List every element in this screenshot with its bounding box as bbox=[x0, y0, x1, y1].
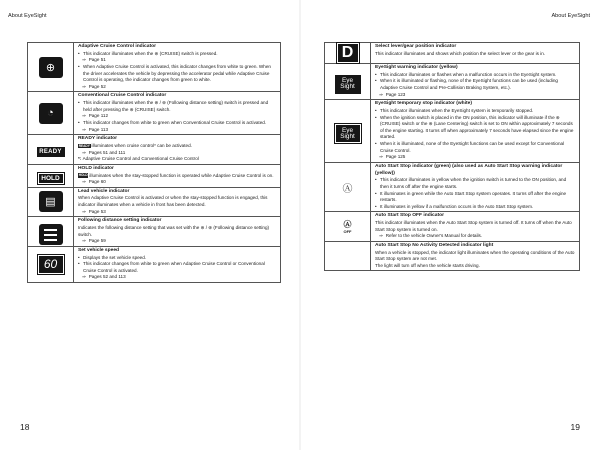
hold-icon bbox=[28, 167, 73, 185]
indicator-title: Following distance setting indicator bbox=[78, 218, 162, 224]
line-text: Page 52 bbox=[88, 83, 106, 89]
description-cell bbox=[74, 164, 281, 187]
select-lever-icon bbox=[325, 43, 370, 63]
description-line bbox=[78, 64, 277, 84]
line-text: When it is illuminated, none of the EyeSight functions can be used except for Conventional Cruise Control. bbox=[380, 140, 565, 153]
line-text: Pages 52 and 113 bbox=[88, 274, 126, 280]
line-text: This indicator illuminates when the ⊛ (CRUISE) switch is pressed. bbox=[83, 50, 218, 56]
line-text: This indicator illuminates when the EyeSight system is temporarily stopped. bbox=[380, 107, 534, 113]
icon-cell bbox=[28, 217, 74, 247]
line-text: Refer to the vehicle Owner's Manual for details. bbox=[385, 233, 483, 239]
description-line bbox=[375, 220, 576, 233]
icon-cell bbox=[325, 241, 371, 271]
page-reference bbox=[78, 113, 277, 120]
ready-badge: READY bbox=[37, 147, 65, 157]
description-line bbox=[78, 255, 277, 262]
indicator-title: HOLD indicator bbox=[78, 165, 114, 171]
indicator-table bbox=[324, 42, 580, 271]
gear-letter: D bbox=[337, 43, 359, 63]
description-line bbox=[375, 78, 576, 91]
icon-cell bbox=[325, 100, 371, 163]
indicator-row bbox=[28, 217, 281, 247]
indicator-title: Auto Start Stop indicator (green) (also used as Auto Start Stop warning indicator (yellow)) bbox=[375, 163, 563, 176]
distance-bar bbox=[44, 234, 57, 236]
page-reference bbox=[78, 179, 277, 186]
line-text: This indicator illuminates when the ⊛ / ⊛ (Following distance setting) switch is pressed and held after pressing the ⊛ (CRUISE) switch. bbox=[83, 100, 269, 112]
off-label: OFF bbox=[343, 228, 352, 234]
eyesight-word-2: Sight bbox=[340, 83, 355, 91]
distance-bar bbox=[44, 239, 57, 241]
page-number: 18 bbox=[20, 422, 30, 432]
line-text: It illuminates in green while the Auto Start Stop system operates. It turns off after the engine restarts. bbox=[380, 190, 567, 203]
eyesight-word-1: Eye bbox=[341, 126, 353, 134]
line-text: When the ignition switch is placed in the ON position, this indicator will illuminate if the ⊛ (CRUISE) switch or the ⊛ (Lane Centering) switch is set to ON within approximately 7 seconds of the engine starting. It turns off when approximately 7 seconds have elapsed since the engine started. bbox=[380, 114, 574, 140]
icon-cell bbox=[28, 43, 74, 92]
inline-badge: HOLD bbox=[78, 173, 88, 178]
description-line bbox=[78, 225, 277, 238]
page-reference bbox=[78, 150, 277, 157]
car-gauge-icon bbox=[28, 57, 73, 78]
line-text: Page 125 bbox=[385, 154, 406, 160]
indicator-row bbox=[325, 43, 580, 64]
lamp-glyph: ▤ bbox=[45, 196, 56, 209]
inline-badge: READY bbox=[78, 143, 90, 148]
line-text: Page 123 bbox=[385, 91, 406, 97]
description-line bbox=[375, 263, 576, 270]
indicator-row bbox=[325, 64, 580, 100]
running-head: About EyeSight bbox=[551, 13, 590, 19]
page-reference bbox=[78, 274, 277, 281]
icon-cell bbox=[28, 246, 74, 282]
line-text: When Adaptive Cruise Control is activated or when the stay-stopped function is engaged, this indicator illuminates when a vehicle in front has been detected. bbox=[78, 195, 268, 208]
indicator-title: Auto Start Stop No Activity Detected indicator light bbox=[375, 242, 494, 248]
page-reference bbox=[375, 154, 576, 161]
icon-cell bbox=[325, 212, 371, 242]
indicator-row bbox=[28, 187, 281, 217]
icon-cell bbox=[28, 164, 74, 187]
indicator-title: Adaptive Cruise Control indicator bbox=[78, 44, 156, 49]
eyesight-badge bbox=[335, 75, 361, 94]
indicator-lamp bbox=[39, 103, 63, 124]
indicator-row bbox=[325, 241, 580, 271]
indicator-row bbox=[325, 162, 580, 212]
page-spine bbox=[299, 0, 301, 450]
icon-cell bbox=[28, 135, 74, 165]
description-line bbox=[375, 51, 576, 58]
set-speed-icon bbox=[28, 255, 73, 274]
description-cell bbox=[74, 92, 281, 135]
eyesight-word-1: Eye bbox=[341, 77, 353, 85]
line-text: Page 59 bbox=[88, 238, 106, 244]
indicator-title: Conventional Cruise Control indicator bbox=[78, 93, 167, 99]
page-reference bbox=[78, 57, 277, 64]
description-line bbox=[375, 115, 576, 141]
ready-icon bbox=[28, 140, 73, 158]
lamp-glyph: ⊕ bbox=[45, 61, 56, 74]
running-head: About EyeSight bbox=[8, 13, 47, 19]
line-text: This indicator illuminates and shows which position the select lever or the gear is in. bbox=[375, 50, 546, 56]
auto-start-off-glyph bbox=[325, 220, 370, 234]
description-line bbox=[78, 156, 277, 163]
indicator-row bbox=[28, 43, 281, 92]
line-text: Page 53 bbox=[88, 208, 106, 214]
line-text: It illuminates in yellow if a malfunction occurs in the Auto Start Stop system. bbox=[380, 203, 534, 209]
indicator-lamp bbox=[39, 57, 63, 78]
line-text: Adaptive Cruise Control and Conventional Cruise Control bbox=[82, 156, 199, 162]
indicator-title: Auto Start Stop OFF indicator bbox=[375, 213, 445, 219]
line-text: Pages 51 and 111 bbox=[88, 149, 126, 155]
line-text: This indicator illuminates or flashes when a malfunction occurs in the EyeSight system. bbox=[380, 71, 557, 77]
page-reference bbox=[375, 233, 576, 240]
auto-start-circle: Ⓐ bbox=[343, 219, 352, 229]
line-text: The light will turn off when the vehicle starts driving. bbox=[375, 262, 480, 268]
indicator-lamp bbox=[39, 191, 63, 212]
following-distance-icon bbox=[28, 218, 73, 246]
icon-cell bbox=[28, 187, 74, 217]
right-page bbox=[302, 0, 600, 450]
indicator-title: Lead vehicle indicator bbox=[78, 188, 130, 194]
description-cell bbox=[74, 187, 281, 217]
description-line bbox=[375, 72, 576, 79]
description-line bbox=[375, 177, 576, 190]
description-cell bbox=[74, 217, 281, 247]
line-text: Page 113 bbox=[88, 126, 109, 132]
line-text: illuminates when cruise control* can be activated. bbox=[91, 142, 192, 148]
description-line bbox=[375, 204, 576, 211]
indicator-row bbox=[28, 246, 281, 282]
description-cell bbox=[371, 100, 580, 163]
indicator-row bbox=[28, 164, 281, 187]
icon-cell bbox=[325, 43, 371, 64]
page-reference bbox=[375, 92, 576, 99]
description-line bbox=[78, 173, 277, 180]
auto-start-glyph: Ⓐ bbox=[342, 183, 353, 195]
eyesight-badge bbox=[335, 124, 361, 143]
line-text: Page 112 bbox=[88, 113, 109, 119]
indicator-table bbox=[27, 42, 281, 283]
indicator-row bbox=[325, 100, 580, 163]
description-line bbox=[375, 250, 576, 263]
line-text: When a vehicle is stopped, the indicator light illuminates when the operating conditions of the Auto Start Stop system are not met. bbox=[375, 249, 575, 262]
page-number: 19 bbox=[570, 422, 580, 432]
description-line bbox=[375, 191, 576, 204]
description-line bbox=[78, 120, 277, 127]
icon-cell bbox=[325, 64, 371, 100]
icon-cell bbox=[28, 92, 74, 135]
line-text: This indicator illuminates when the Auto Start Stop system is turned off. It turns off when the Auto Start Stop system is turned on. bbox=[375, 220, 572, 232]
indicator-row bbox=[325, 212, 580, 242]
description-line bbox=[78, 143, 277, 150]
description-line bbox=[78, 261, 277, 274]
description-line bbox=[78, 100, 277, 113]
description-line bbox=[375, 108, 576, 115]
eyesight-temporary-stop-icon bbox=[325, 119, 370, 144]
indicator-row bbox=[28, 135, 281, 165]
page-reference bbox=[78, 84, 277, 91]
line-text: illuminates when the stay-stopped function is operated while Adaptive Cruise Control is on. bbox=[89, 172, 274, 178]
distance-bar bbox=[44, 229, 57, 231]
description-line bbox=[78, 195, 277, 208]
description-cell bbox=[371, 64, 580, 100]
eyesight-word-2: Sight bbox=[340, 132, 355, 140]
description-cell bbox=[371, 241, 580, 271]
indicator-title: EyeSight temporary stop indicator (white) bbox=[375, 101, 473, 107]
line-text: This indicator illuminates in yellow when the ignition switch is turned to the ON position, and then it turns off after the engine starts. bbox=[380, 177, 567, 189]
line-text: Indicates the following distance setting that was set with the ⊛ / ⊛ (Following distance setting) switch. bbox=[78, 225, 270, 237]
eyesight-warning-icon bbox=[325, 69, 370, 94]
left-page bbox=[0, 0, 298, 450]
line-text: Page 60 bbox=[88, 179, 106, 185]
indicator-title: EyeSight warning indicator (yellow) bbox=[375, 65, 458, 70]
description-cell bbox=[371, 162, 580, 212]
description-cell bbox=[74, 246, 281, 282]
auto-start-stop-icon bbox=[325, 180, 370, 195]
description-cell bbox=[74, 135, 281, 165]
indicator-title: Set vehicle speed bbox=[78, 247, 120, 253]
icon-cell bbox=[325, 162, 371, 212]
speed-display: 60 bbox=[38, 255, 64, 274]
page-reference bbox=[78, 209, 277, 216]
hold-badge: HOLD bbox=[38, 173, 64, 184]
line-text: Displays the set vehicle speed. bbox=[83, 254, 147, 260]
description-line bbox=[78, 51, 277, 58]
line-text: Page 51 bbox=[88, 57, 106, 63]
speedometer-icon bbox=[28, 103, 73, 124]
indicator-title: READY indicator bbox=[78, 136, 118, 142]
description-line bbox=[375, 141, 576, 154]
line-text: When it is illuminated or flashing, none of the EyeSight functions can be used (including Adaptive Cruise Control and Pre-Collision Braking System, etc.). bbox=[380, 78, 558, 90]
description-cell bbox=[371, 43, 580, 64]
distance-bars bbox=[39, 224, 63, 245]
auto-start-stop-off-icon bbox=[325, 220, 370, 234]
line-text: This indicator changes from white to green when Conventional Cruise Control is activated. bbox=[83, 119, 267, 125]
description-cell bbox=[371, 212, 580, 242]
lead-vehicle-icon bbox=[28, 191, 73, 212]
description-cell bbox=[74, 43, 281, 92]
line-text: When Adaptive Cruise Control is activated, this indicator changes from white to green. When the driver accelerates the vehicle by depressing the accelerator pedal while Adaptive Cruise Control is operating, the indicator changes from green to white. bbox=[83, 63, 271, 83]
indicator-title: Select lever/gear position indicator bbox=[375, 44, 457, 49]
lamp-glyph: ◔ bbox=[47, 107, 54, 120]
page-reference bbox=[78, 238, 277, 245]
indicator-row bbox=[28, 92, 281, 135]
line-text: This indicator changes from white to green when Adaptive Cruise Control or Conventional Cruise Control is activated. bbox=[83, 261, 265, 273]
page-reference bbox=[78, 127, 277, 134]
footnote-mark: *: bbox=[78, 156, 83, 162]
